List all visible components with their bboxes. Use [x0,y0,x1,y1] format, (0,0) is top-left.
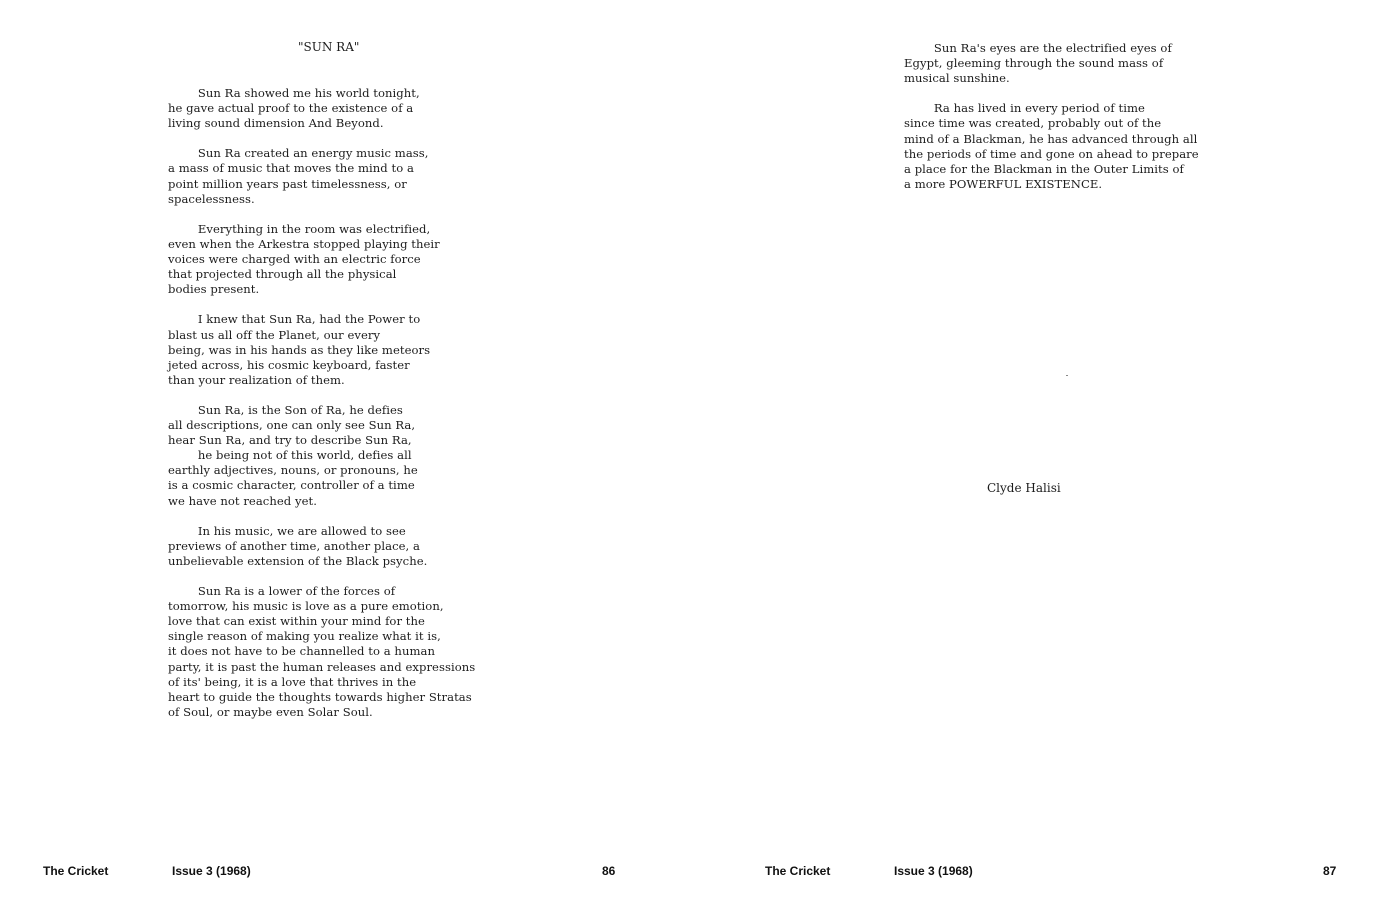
footer-publication-left: The Cricket [43,864,109,878]
paragraph: Sun Ra showed me his world tonight, he gave actual proof to the existence of a living sound dimension And Beyond. [168,86,420,131]
paragraph: Everything in the room was electrified, even when the Arkestra stopped playing their voices were charged with an electric force that projected through all the physical bodies present. [168,221,440,297]
paragraph: Ra has lived in every period of time since time was created, probably out of the mind of a Blackman, he has advanced through all the periods of time and gone on ahead to prepare a place for the Blackman in the Outer Limits of a more POWERFUL EXISTENCE. [904,101,1199,191]
poem-title: "SUN RA" [298,40,360,54]
footer-issue-right: Issue 3 (1968) [894,864,973,878]
footer-page-number-right: 87 [1323,864,1337,878]
paragraph: I knew that Sun Ra, had the Power to blast us all off the Planet, our every being, was in his hands as they like meteors jeted across, his cosmic keyboard, faster than your realization of them. [168,312,431,387]
paragraph: Sun Ra is a lower of the forces of tomorrow, his music is love as a pure emotion, love that can exist within your mind for the single reason of making you realize what it is, it does not have to be channelled to a human party, it is past the human releases and expressions of its' being, it is a love that thrives in the heart to guide the thoughts towards higher Stratas of Soul, or maybe even Solar Soul. [168,584,476,719]
author-signature: Clyde Halisi [987,481,1061,495]
paragraph: Sun Ra, is the Son of Ra, he defies all descriptions, one can only see Sun Ra, hear Sun Ra, and try to describe Sun Ra, he being not of this world, defies all earthly adjectives, nouns, or pronouns, he is a cosmic character, controller of a time we have not reached yet. [168,402,418,508]
paragraph: Sun Ra created an energy music mass, a mass of music that moves the mind to a point million years past timelessness, or spacelessness. [168,146,429,206]
scan-speck [1066,375,1068,376]
paragraph: Sun Ra's eyes are the electrified eyes of Egypt, gleeming through the sound mass of musical sunshine. [904,41,1172,86]
footer-issue-left: Issue 3 (1968) [172,864,251,878]
poem-body-right [904,41,1224,207]
footer-page-number-left: 86 [602,864,616,878]
paragraph: In his music, we are allowed to see previews of another time, another place, a unbelievable extension of the Black psyche. [168,523,428,568]
footer-publication-right: The Cricket [765,864,831,878]
poem-body-left [168,86,528,735]
